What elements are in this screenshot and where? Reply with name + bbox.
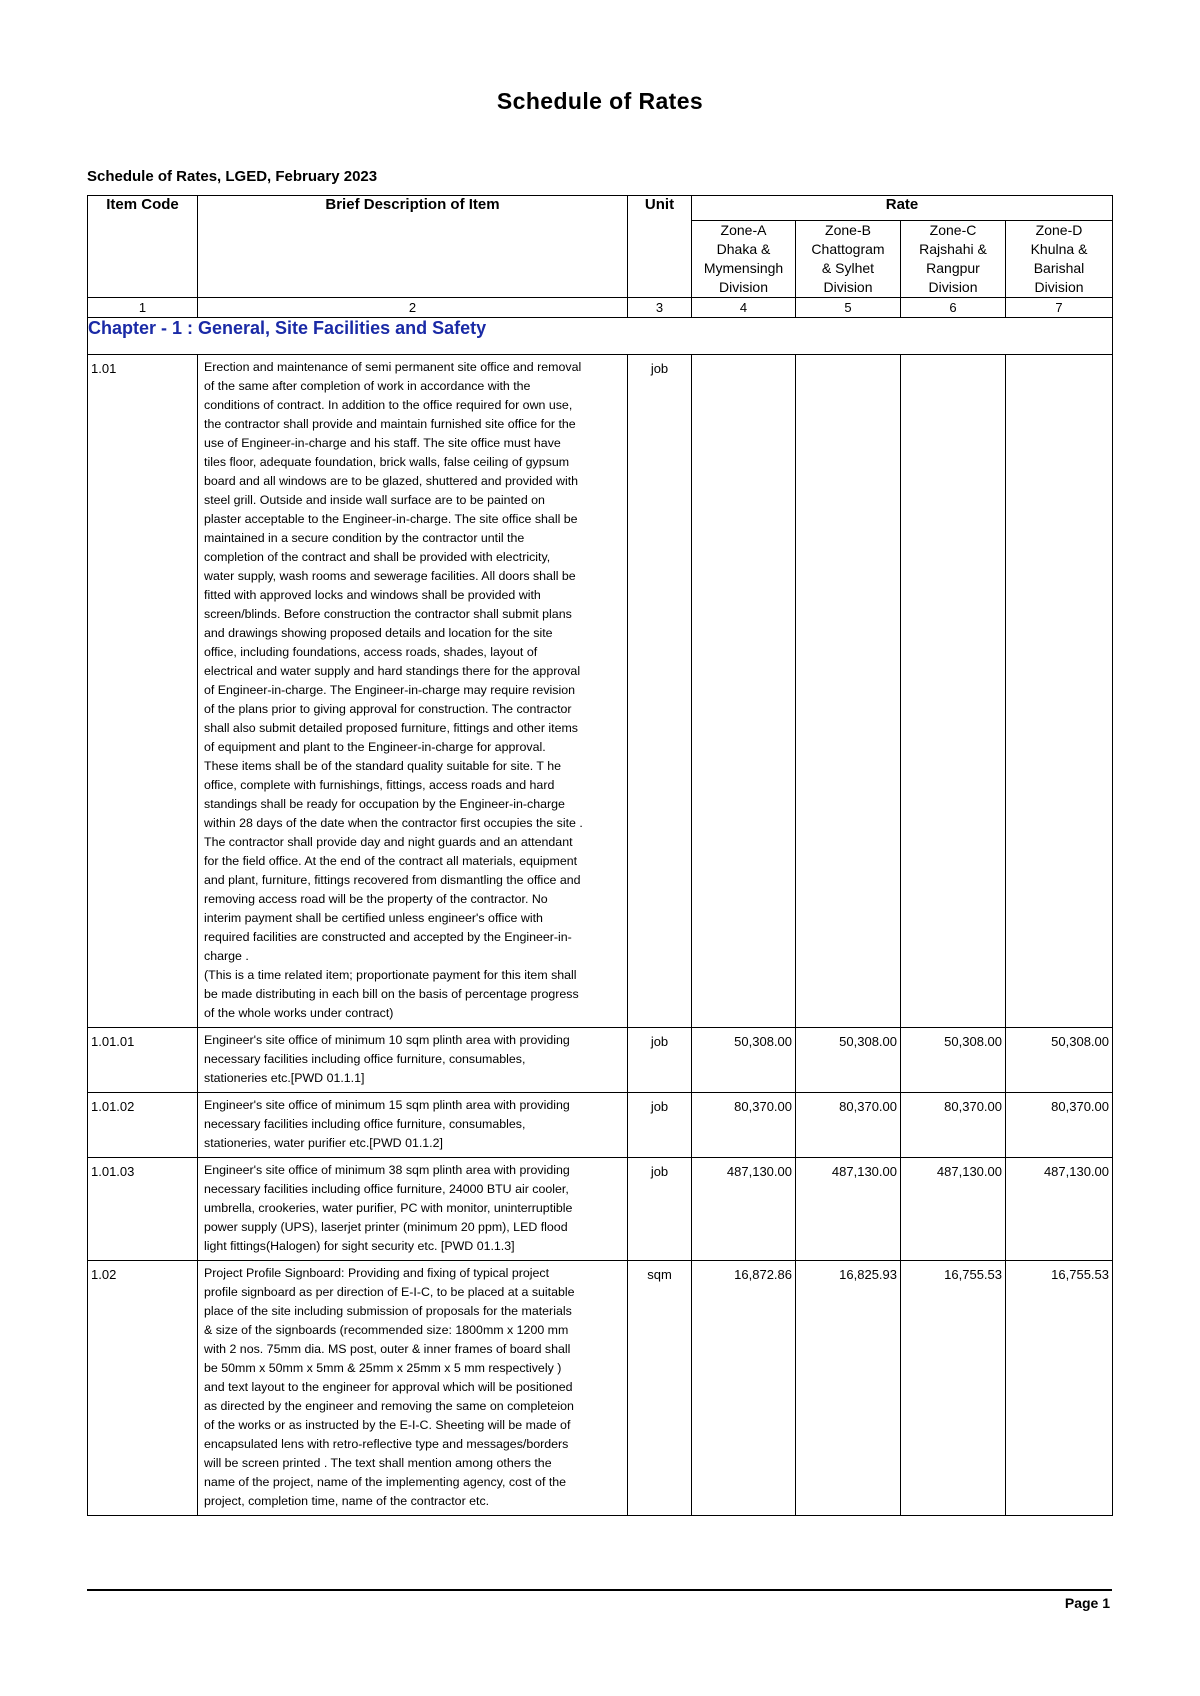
description-line: and drawings showing proposed details and location for the site — [204, 626, 553, 640]
item-unit: job — [628, 1093, 692, 1158]
zone-header-line: Division — [718, 279, 768, 295]
zone-header-cell — [901, 221, 1006, 298]
zone-rate: 16,825.93 — [796, 1261, 901, 1516]
description-line: Erection and maintenance of semi permanent site office and removal — [204, 360, 582, 374]
description-line: of the plans prior to giving approval for construction. The contractor — [204, 702, 572, 716]
zone-rate: 50,308.00 — [901, 1028, 1006, 1093]
item-description — [198, 1261, 628, 1516]
item-unit: job — [628, 1028, 692, 1093]
zone-header-line: Chattogram — [811, 241, 885, 257]
item-code: 1.01.02 — [88, 1093, 198, 1158]
description-line: of Engineer-in-charge. The Engineer-in-charge may require revision — [204, 683, 575, 697]
description-line: for the field office. At the end of the contract all materials, equipment — [204, 854, 578, 868]
zone-rate: 16,872.86 — [692, 1261, 796, 1516]
document-subtitle: Schedule of Rates, LGED, February 2023 — [87, 168, 378, 185]
item-description — [198, 355, 628, 1028]
item-description — [198, 1158, 628, 1261]
description-line: be 50mm x 50mm x 5mm & 25mm x 25mm x 5 mm respectively ) — [204, 1361, 562, 1375]
zone-header-line: & Sylhet — [821, 260, 875, 276]
zone-header-line: Zone-A — [720, 222, 767, 238]
zone-header-line: Dhaka & — [716, 241, 771, 257]
description-line: necessary facilities including office furniture, consumables, — [204, 1117, 526, 1131]
description-line: completion of the contract and shall be provided with electricity, — [204, 550, 551, 564]
description-line: power supply (UPS), laserjet printer (minimum 20 ppm), LED flood — [204, 1220, 568, 1234]
table-row — [88, 1093, 1113, 1158]
header-rate: Rate — [692, 196, 1113, 221]
footer-rule — [87, 1589, 1112, 1591]
description-line: umbrella, crookeries, water purifier, PC with monitor, uninterruptible — [204, 1201, 573, 1215]
rates-table — [87, 195, 1113, 1516]
zone-rate — [1006, 355, 1113, 1028]
zone-rate: 487,130.00 — [692, 1158, 796, 1261]
item-code: 1.01.03 — [88, 1158, 198, 1261]
item-unit: job — [628, 1158, 692, 1261]
zone-header-line: Zone-B — [825, 222, 871, 238]
zone-rate — [692, 355, 796, 1028]
zone-rate: 80,370.00 — [692, 1093, 796, 1158]
zone-header-line: Rajshahi & — [919, 241, 987, 257]
header-unit: Unit — [628, 196, 692, 298]
column-number: 7 — [1006, 298, 1113, 318]
description-line: will be screen printed . The text shall mention among others the — [204, 1456, 552, 1470]
table-row — [88, 355, 1113, 1028]
description-line: of the whole works under contract) — [204, 1006, 394, 1020]
description-line: steel grill. Outside and inside wall surface are to be painted on — [204, 493, 545, 507]
item-unit: job — [628, 355, 692, 1028]
description-line: standings shall be ready for occupation by the Engineer-in-charge — [204, 797, 565, 811]
page-number: Page 1 — [1064, 1595, 1110, 1611]
zone-rate: 80,370.00 — [1006, 1093, 1113, 1158]
description-line: be made distributing in each bill on the basis of percentage progress — [204, 987, 579, 1001]
zone-header-line: Zone-C — [929, 222, 977, 238]
column-number: 5 — [796, 298, 901, 318]
zone-header-line: Rangpur — [926, 260, 980, 276]
chapter-heading: Chapter - 1 : General, Site Facilities and Safety — [88, 318, 1113, 355]
zone-rate — [796, 355, 901, 1028]
item-description — [198, 1028, 628, 1093]
zone-header-line: Division — [823, 279, 873, 295]
description-line: maintained in a secure condition by the contractor until the — [204, 531, 525, 545]
description-line: of equipment and plant to the Engineer-in-charge for approval. — [204, 740, 546, 754]
description-line: place of the site including submission of proposals for the materials — [204, 1304, 572, 1318]
item-code: 1.01.01 — [88, 1028, 198, 1093]
description-line: office, complete with furnishings, fittings, access roads and hard — [204, 778, 555, 792]
description-line: fitted with approved locks and windows shall be provided with — [204, 588, 541, 602]
description-line: necessary facilities including office furniture, 24000 BTU air cooler, — [204, 1182, 569, 1196]
zone-rate: 50,308.00 — [1006, 1028, 1113, 1093]
zone-rate: 487,130.00 — [796, 1158, 901, 1261]
description-line: as directed by the engineer and removing the same on completeion — [204, 1399, 574, 1413]
table-row — [88, 1158, 1113, 1261]
zone-rate: 80,370.00 — [901, 1093, 1006, 1158]
column-number: 3 — [628, 298, 692, 318]
description-line: and text layout to the engineer for approval which will be positioned — [204, 1380, 573, 1394]
header-item-code: Item Code — [88, 196, 198, 298]
column-number: 6 — [901, 298, 1006, 318]
column-number: 2 — [198, 298, 628, 318]
description-line: charge . — [204, 949, 249, 963]
item-code: 1.02 — [88, 1261, 198, 1516]
description-line: profile signboard as per direction of E-I-C, to be placed at a suitable — [204, 1285, 575, 1299]
table-row — [88, 1028, 1113, 1093]
description-line: These items shall be of the standard quality suitable for site. T he — [204, 759, 562, 773]
description-line: office, including foundations, access roads, shades, layout of — [204, 645, 538, 659]
description-line: stationeries, water purifier etc.[PWD 01.1.2] — [204, 1136, 443, 1150]
description-line: The contractor shall provide day and night guards and an attendant — [204, 835, 573, 849]
description-line: of the same after completion of work in accordance with the — [204, 379, 531, 393]
item-unit: sqm — [628, 1261, 692, 1516]
description-line: with 2 nos. 75mm dia. MS post, outer & inner frames of board shall — [204, 1342, 571, 1356]
zone-rate: 487,130.00 — [1006, 1158, 1113, 1261]
zone-header-cell — [796, 221, 901, 298]
description-line: Engineer's site office of minimum 10 sqm plinth area with providing — [204, 1033, 570, 1047]
column-number: 1 — [88, 298, 198, 318]
description-line: Engineer's site office of minimum 38 sqm plinth area with providing — [204, 1163, 570, 1177]
description-line: conditions of contract. In addition to the office required for own use, — [204, 398, 573, 412]
zone-rate: 50,308.00 — [692, 1028, 796, 1093]
description-line: & size of the signboards (recommended size: 1800mm x 1200 mm — [204, 1323, 569, 1337]
description-line: necessary facilities including office furniture, consumables, — [204, 1052, 526, 1066]
description-line: interim payment shall be certified unless engineer's office with — [204, 911, 543, 925]
description-line: required facilities are constructed and accepted by the Engineer-in- — [204, 930, 572, 944]
description-line: encapsulated lens with retro-reflective type and messages/borders — [204, 1437, 569, 1451]
zone-header-line: Mymensingh — [703, 260, 784, 276]
description-line: of the works or as instructed by the E-I-C. Sheeting will be made of — [204, 1418, 571, 1432]
description-line: screen/blinds. Before construction the contractor shall submit plans — [204, 607, 572, 621]
description-line: water supply, wash rooms and sewerage facilities. All doors shall be — [204, 569, 576, 583]
description-line: use of Engineer-in-charge and his staff. The site office must have — [204, 436, 561, 450]
description-line: light fittings(Halogen) for sight security etc. [PWD 01.1.3] — [204, 1239, 515, 1253]
description-line: tiles floor, adequate foundation, brick walls, false ceiling of gypsum — [204, 455, 570, 469]
zone-header-line: Division — [1034, 279, 1084, 295]
item-code: 1.01 — [88, 355, 198, 1028]
description-line: and plant, furniture, fittings recovered from dismantling the office and — [204, 873, 581, 887]
zone-rate — [901, 355, 1006, 1028]
item-description — [198, 1093, 628, 1158]
zone-rate: 16,755.53 — [1006, 1261, 1113, 1516]
description-line: stationeries etc.[PWD 01.1.1] — [204, 1071, 365, 1085]
zone-header-line: Barishal — [1033, 260, 1085, 276]
zone-header-line: Khulna & — [1030, 241, 1088, 257]
zone-rate: 487,130.00 — [901, 1158, 1006, 1261]
zone-rate: 16,755.53 — [901, 1261, 1006, 1516]
description-line: plaster acceptable to the Engineer-in-charge. The site office shall be — [204, 512, 578, 526]
description-line: the contractor shall provide and maintain furnished site office for the — [204, 417, 576, 431]
description-line: (This is a time related item; proportionate payment for this item shall — [204, 968, 577, 982]
zone-header-line: Division — [928, 279, 978, 295]
description-line: board and all windows are to be glazed, shuttered and provided with — [204, 474, 579, 488]
description-line: shall also submit detailed proposed furniture, fittings and other items — [204, 721, 578, 735]
description-line: name of the project, name of the implementing agency, cost of the — [204, 1475, 567, 1489]
zone-header-cell — [692, 221, 796, 298]
description-line: Project Profile Signboard: Providing and fixing of typical project — [204, 1266, 550, 1280]
description-line: electrical and water supply and hard standings there for the approval — [204, 664, 581, 678]
page-title: Schedule of Rates — [496, 88, 704, 114]
column-number: 4 — [692, 298, 796, 318]
table-row — [88, 1261, 1113, 1516]
description-line: removing access road will be the property of the contractor. No — [204, 892, 548, 906]
description-line: project, completion time, name of the contractor etc. — [204, 1494, 490, 1508]
zone-rate: 50,308.00 — [796, 1028, 901, 1093]
description-line: within 28 days of the date when the contractor first occupies the site . — [204, 816, 583, 830]
header-description: Brief Description of Item — [198, 196, 628, 298]
zone-header-line: Zone-D — [1035, 222, 1083, 238]
zone-rate: 80,370.00 — [796, 1093, 901, 1158]
description-line: Engineer's site office of minimum 15 sqm plinth area with providing — [204, 1098, 570, 1112]
zone-header-cell — [1006, 221, 1113, 298]
